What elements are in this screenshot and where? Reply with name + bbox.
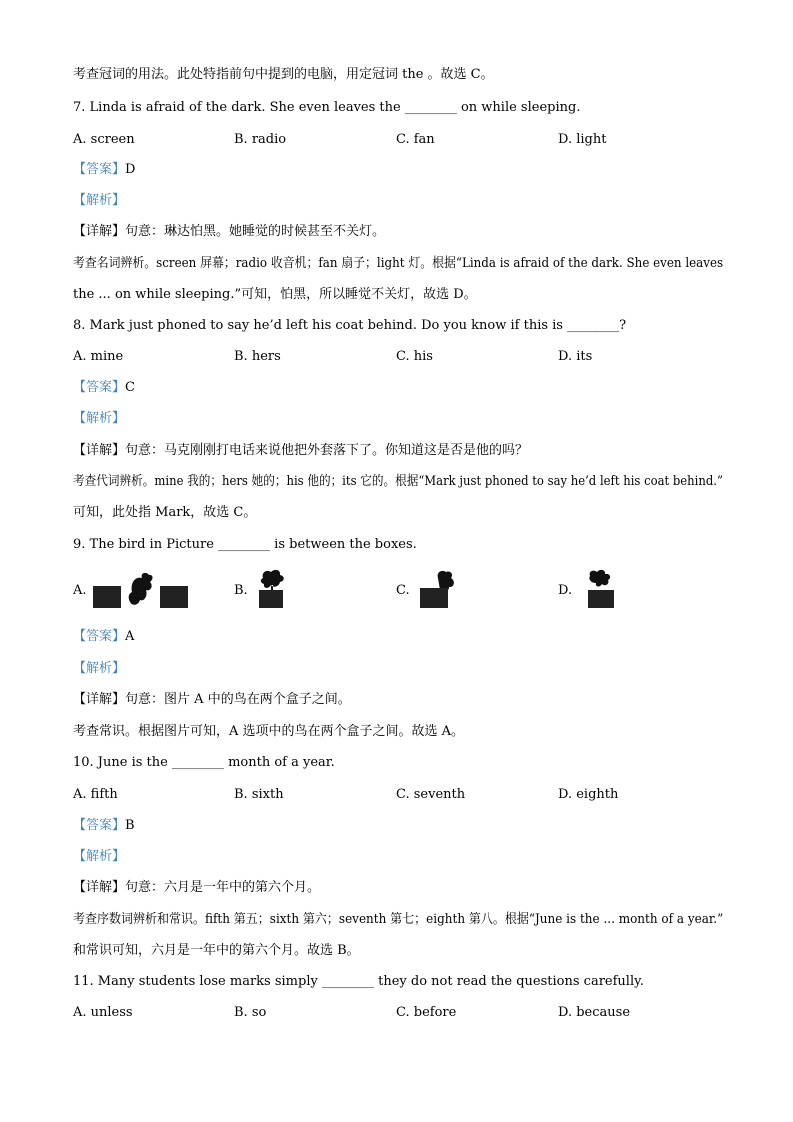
bracket-open: 【: [73, 849, 87, 864]
q7-option-d: D. light: [558, 132, 607, 147]
q7-option-b: B. radio: [234, 132, 287, 147]
box: [588, 590, 614, 608]
bracket-open: 【: [73, 411, 87, 426]
q8-option-a: A. mine: [73, 349, 124, 364]
q10-stem: 10. June is the ________ month of a year.: [73, 755, 335, 770]
q9-option-b-label: B.: [234, 583, 248, 598]
picture-a-bird-between-boxes: [92, 570, 192, 610]
bracket-close: 】: [112, 224, 126, 239]
bracket-open: 【: [73, 193, 87, 208]
box-right: [160, 586, 188, 608]
bracket-open: 【: [73, 629, 87, 644]
answer-label: 答案: [86, 818, 113, 833]
detail-text: 句意：图片 A 中的鸟在两个盒子之间。: [125, 692, 351, 707]
analysis-label: 解析: [86, 193, 113, 208]
box: [259, 590, 283, 608]
bracket-close: 】: [112, 193, 126, 208]
q6-explanation: 考查冠词的用法。此处特指前句中提到的电脑，用定冠词 the 。故选 C。: [73, 67, 494, 82]
q9-option-a-label: A.: [73, 583, 87, 598]
answer-label: 答案: [86, 380, 113, 395]
q8-option-d: D. its: [558, 349, 593, 364]
q10-detail: [73, 879, 320, 897]
q8-explanation-1: 考查代词辨析。mine 我的；hers 她的；his 他的；its 它的。根据“Mark just phoned to say he’d left his coat behind.”: [73, 474, 723, 489]
answer-value: B: [125, 818, 135, 833]
bracket-open: 【: [73, 380, 87, 395]
bracket-close: 】: [112, 692, 126, 707]
bird-icon: [129, 573, 153, 605]
q8-answer: [73, 379, 135, 397]
bracket-open: 【: [73, 224, 87, 239]
detail-label: 详解: [86, 443, 113, 458]
q10-explanation-1: 考查序数词辨析和常识。fifth 第五；sixth 第六；seventh 第七；eighth 第八。根据“June is the ... month of a year.”: [73, 912, 724, 927]
q10-analysis: [73, 848, 125, 866]
bracket-open: 【: [73, 661, 87, 676]
picture-d-bird-above-box: [584, 568, 620, 610]
bird-icon: [589, 570, 610, 587]
q7-detail: [73, 223, 385, 241]
q11-option-a: A. unless: [73, 1005, 133, 1020]
picture-b-bird-on-box: [255, 568, 291, 610]
bracket-close: 】: [112, 629, 126, 644]
q9-explanation: 考查常识。根据图片可知，A 选项中的鸟在两个盒子之间。故选 A。: [73, 724, 465, 739]
box: [420, 588, 448, 608]
answer-label: 答案: [86, 162, 113, 177]
bird-icon: [261, 570, 284, 590]
bracket-close: 】: [112, 880, 126, 895]
detail-text: 句意：琳达怕黑。她睡觉的时候甚至不关灯。: [125, 224, 386, 239]
bracket-close: 】: [112, 411, 126, 426]
bracket-close: 】: [112, 661, 126, 676]
q8-analysis: [73, 410, 125, 428]
analysis-label: 解析: [86, 849, 113, 864]
box-left: [93, 586, 121, 608]
answer-value: D: [125, 162, 136, 177]
detail-label: 详解: [86, 224, 113, 239]
analysis-label: 解析: [86, 661, 113, 676]
bracket-open: 【: [73, 162, 87, 177]
q9-detail: [73, 691, 351, 709]
q11-option-c: C. before: [396, 1005, 457, 1020]
q11-option-d: D. because: [558, 1005, 631, 1020]
q7-explanation-1: 考查名词辨析。screen 屏幕；radio 收音机；fan 扇子；light 灯。根据“Linda is afraid of the dark. She even leaves: [73, 256, 724, 271]
q8-detail: [73, 442, 528, 460]
q7-option-c: C. fan: [396, 132, 435, 147]
bracket-open: 【: [73, 880, 87, 895]
q10-option-b: B. sixth: [234, 787, 284, 802]
q10-explanation-2: 和常识可知，六月是一年中的第六个月。故选 B。: [73, 943, 360, 958]
q9-option-d-label: D.: [558, 583, 573, 598]
answer-value: A: [125, 629, 135, 644]
q7-explanation-2: the ... on while sleeping.”可知，怕黑，所以睡觉不关灯，故选 D。: [73, 287, 477, 302]
q8-explanation-2: 可知，此处指 Mark，故选 C。: [73, 505, 257, 520]
answer-label: 答案: [86, 629, 113, 644]
q10-option-a: A. fifth: [73, 787, 118, 802]
q7-answer: [73, 161, 135, 179]
analysis-label: 解析: [86, 411, 113, 426]
q10-option-c: C. seventh: [396, 787, 466, 802]
q8-option-b: B. hers: [234, 349, 281, 364]
answer-value: C: [125, 380, 135, 395]
detail-text: 句意：六月是一年中的第六个月。: [125, 880, 321, 895]
q8-stem: 8. Mark just phoned to say he’d left his coat behind. Do you know if this is ________?: [73, 318, 627, 333]
bracket-close: 】: [112, 849, 126, 864]
q7-stem: 7. Linda is afraid of the dark. She even leaves the ________ on while sleeping.: [73, 100, 581, 115]
bracket-open: 【: [73, 818, 87, 833]
q9-option-c-label: C.: [396, 583, 410, 598]
bracket-close: 】: [112, 443, 126, 458]
q8-option-c: C. his: [396, 349, 433, 364]
q9-analysis: [73, 660, 125, 678]
q9-stem: 9. The bird in Picture ________ is between the boxes.: [73, 537, 417, 552]
q7-option-a: A. screen: [73, 132, 135, 147]
q10-answer: [73, 817, 135, 835]
detail-label: 详解: [86, 880, 113, 895]
bracket-close: 】: [112, 162, 126, 177]
bracket-open: 【: [73, 692, 87, 707]
detail-text: 句意：马克刚刚打电话来说他把外套落下了。你知道这是否是他的吗？: [125, 443, 529, 458]
q11-stem: 11. Many students lose marks simply ________ they do not read the questions carefully.: [73, 974, 644, 989]
bracket-close: 】: [112, 818, 126, 833]
q9-answer: [73, 628, 134, 646]
detail-label: 详解: [86, 692, 113, 707]
q10-option-d: D. eighth: [558, 787, 619, 802]
picture-c-bird-behind-box: [418, 568, 462, 610]
bracket-open: 【: [73, 443, 87, 458]
q11-option-b: B. so: [234, 1005, 267, 1020]
bracket-close: 】: [112, 380, 126, 395]
q7-analysis: [73, 192, 125, 210]
